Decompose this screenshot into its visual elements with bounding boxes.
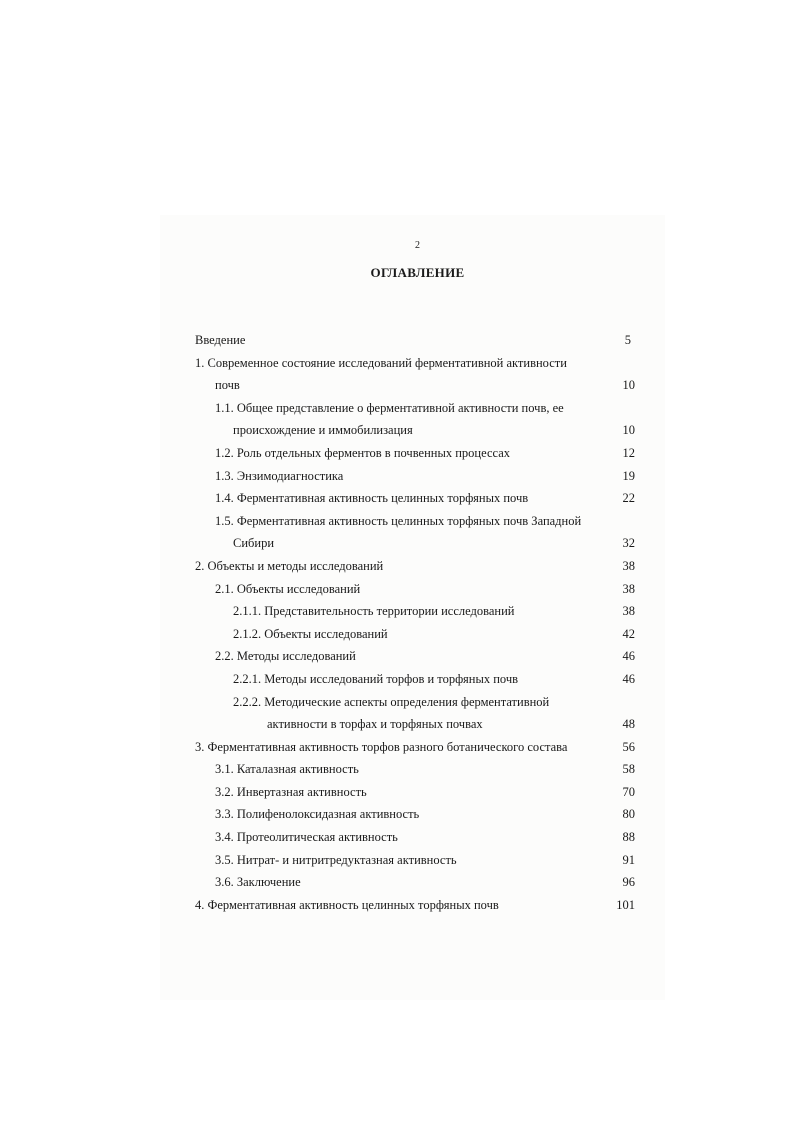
toc-entry-text: 3.2. Инвертазная активность xyxy=(215,784,367,799)
toc-entry-text: 1.5. Ферментативная активность целинных торфяных почв Западной xyxy=(215,513,582,528)
toc-entry-page: 56 xyxy=(622,739,635,754)
toc-entry-text-continued: почв xyxy=(215,378,240,393)
toc-entry-page: 48 xyxy=(622,717,635,732)
toc-entry-text: 3.6. Заключение xyxy=(215,875,301,890)
toc-entry-2-1[interactable] xyxy=(195,578,635,601)
toc-entry-page: 46 xyxy=(622,671,635,686)
toc-entry-3-5[interactable] xyxy=(195,849,635,872)
toc-title: ОГЛАВЛЕНИЕ xyxy=(370,265,465,280)
toc-entry-chapter-1[interactable] xyxy=(195,352,635,397)
toc-entry-page: 88 xyxy=(622,830,635,845)
toc-entry-text: 1.1. Общее представление о ферментативной активности почв, ее xyxy=(215,400,564,415)
toc-entry-text: 2.2.2. Методические аспекты определения ферментативной xyxy=(233,694,550,709)
toc-entry-1-2[interactable] xyxy=(195,442,635,465)
toc-entry-text: 2. Объекты и методы исследований xyxy=(195,558,384,573)
toc-entry-text: 2.1.2. Объекты исследований xyxy=(233,626,388,641)
toc-entry-text-continued: Сибири xyxy=(233,536,275,551)
toc-entry-page: 10 xyxy=(622,423,635,438)
toc-entry-page: 42 xyxy=(622,626,635,641)
toc-entry-1-5[interactable] xyxy=(195,510,635,555)
toc-entry-text: 3.1. Каталазная активность xyxy=(215,762,359,777)
toc-entry-3-6[interactable] xyxy=(195,871,635,894)
toc-entry-page: 38 xyxy=(622,604,635,619)
toc-entry-chapter-2[interactable] xyxy=(195,555,635,578)
toc-entry-3-1[interactable] xyxy=(195,758,635,781)
toc-entry-text: 3. Ферментативная активность торфов разного ботанического состава xyxy=(195,739,568,754)
table-of-contents xyxy=(195,329,635,916)
toc-entry-text: 3.5. Нитрат- и нитритредуктазная активность xyxy=(215,852,457,867)
toc-entry-text-continued: происхождение и иммобилизация xyxy=(233,423,413,438)
toc-entry-1-1[interactable] xyxy=(195,397,635,442)
toc-entry-chapter-4[interactable] xyxy=(195,894,635,917)
toc-entry-text: 2.2. Методы исследований xyxy=(215,649,356,664)
toc-entry-2-1-2[interactable] xyxy=(195,623,635,646)
page-number: 2 xyxy=(415,240,420,251)
toc-entry-text: 1.4. Ферментативная активность целинных торфяных почв xyxy=(215,491,529,506)
toc-entry-1-3[interactable] xyxy=(195,465,635,488)
toc-entry-page: 22 xyxy=(622,491,635,506)
toc-entry-page: 58 xyxy=(622,762,635,777)
toc-entry-page: 101 xyxy=(616,897,635,912)
toc-entry-text-continued: активности в торфах и торфяных почвах xyxy=(267,717,483,732)
toc-entry-2-2-1[interactable] xyxy=(195,668,635,691)
toc-entry-text: 1.3. Энзимодиагностика xyxy=(215,468,344,483)
toc-entry-page: 12 xyxy=(622,445,635,460)
toc-entry-text: 2.1.1. Представительность территории исследований xyxy=(233,604,515,619)
toc-entry-introduction[interactable] xyxy=(195,329,635,352)
toc-entry-page: 32 xyxy=(622,536,635,551)
toc-entry-page: 38 xyxy=(622,581,635,596)
toc-entry-page: 91 xyxy=(622,852,635,867)
toc-entry-text: Введение xyxy=(195,333,246,347)
toc-entry-text: 1. Современное состояние исследований ферментативной активности xyxy=(195,355,567,370)
toc-entry-page: 19 xyxy=(622,468,635,483)
toc-entry-chapter-3[interactable] xyxy=(195,736,635,759)
toc-entry-text: 3.3. Полифенолоксидазная активность xyxy=(215,807,420,822)
toc-entry-page: 38 xyxy=(622,558,635,573)
toc-entry-2-2[interactable] xyxy=(195,645,635,668)
toc-entry-page: 80 xyxy=(622,807,635,822)
toc-entry-page: 46 xyxy=(622,649,635,664)
toc-entry-page: 10 xyxy=(622,378,635,393)
toc-entry-2-2-2[interactable] xyxy=(195,691,635,736)
toc-entry-page: 96 xyxy=(622,875,635,890)
toc-entry-1-4[interactable] xyxy=(195,487,635,510)
toc-entry-text: 1.2. Роль отдельных ферментов в почвенных процессах xyxy=(215,445,511,460)
toc-entry-page: 70 xyxy=(622,784,635,799)
toc-entry-3-3[interactable] xyxy=(195,803,635,826)
toc-entry-text: 3.4. Протеолитическая активность xyxy=(215,830,398,845)
toc-entry-2-1-1[interactable] xyxy=(195,600,635,623)
toc-entry-text: 4. Ферментативная активность целинных торфяных почв xyxy=(195,897,499,912)
toc-entry-page: 5 xyxy=(624,333,631,347)
toc-entry-3-2[interactable] xyxy=(195,781,635,804)
toc-entry-text: 2.1. Объекты исследований xyxy=(215,581,361,596)
toc-entry-3-4[interactable] xyxy=(195,826,635,849)
toc-entry-text: 2.2.1. Методы исследований торфов и торфяных почв xyxy=(233,671,519,686)
